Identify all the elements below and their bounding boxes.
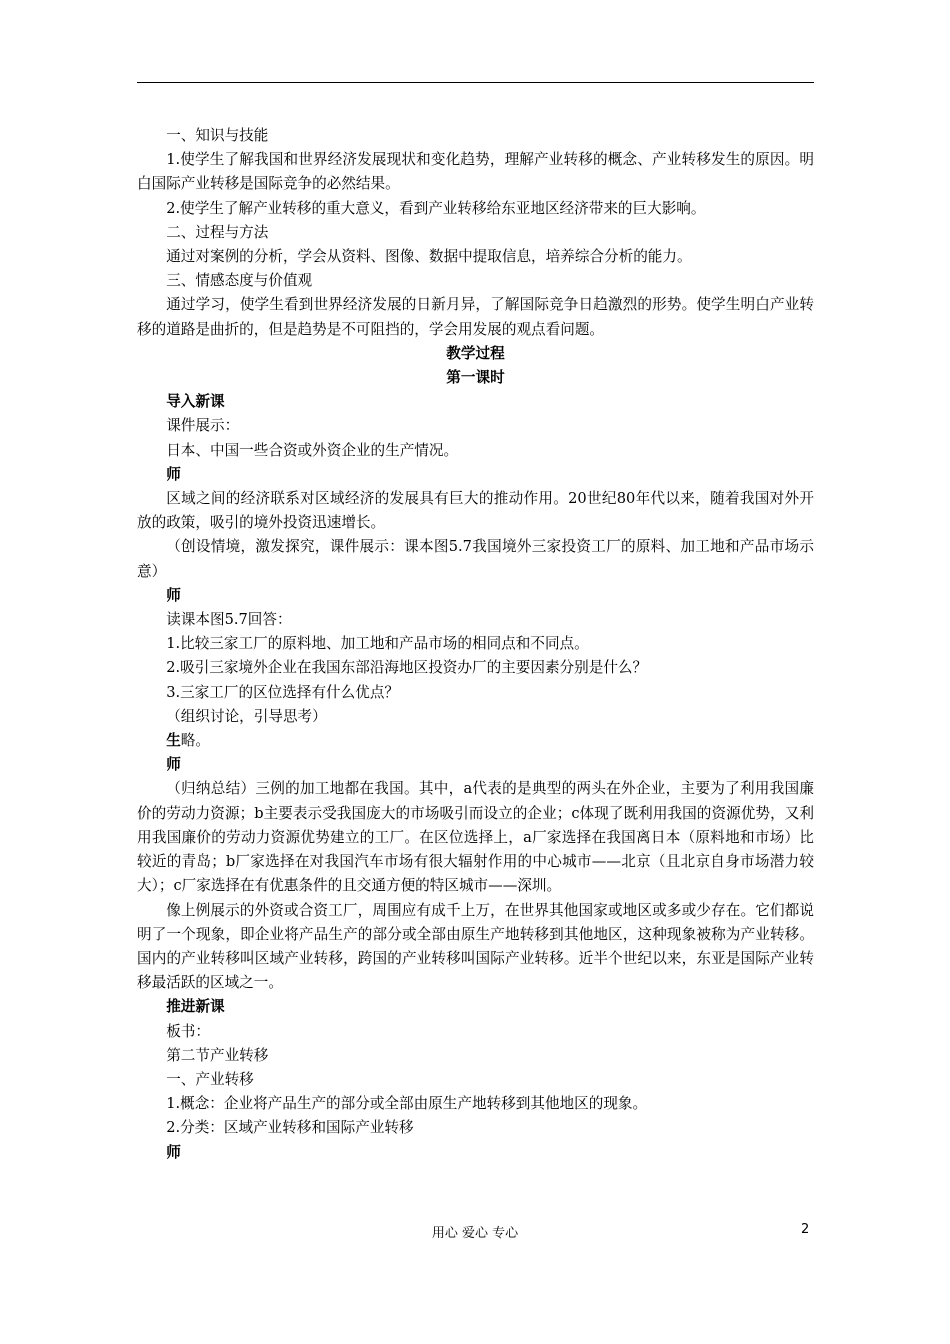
paragraph: 像上例展示的外资或合资工厂，周围应有成千上万，在世界其他国家或地区或多或少存在。它们都说明了一个现象，即企业将产品生产的部分或全部由原生产地转移到其他地区，这种现象被称为产业转移。国内的产业转移叫区域产业转移，跨国的产业转移叫国际产业转移。近半个世纪以来，东亚是国际产业转移最活跃的区域之一。 xyxy=(137,901,814,992)
paragraph: 2.分类：区域产业转移和国际产业转移 xyxy=(166,1119,414,1137)
paragraph: 板书： xyxy=(166,1022,210,1040)
bold-label: 师 xyxy=(166,1143,181,1161)
paragraph: 3.三家工厂的区位选择有什么优点？ xyxy=(166,683,400,701)
header-rule xyxy=(137,82,814,83)
paragraph: （创设情境，激发探究，课件展示：课本图5.7我国境外三家投资工厂的原料、加工地和产品市场示意） xyxy=(137,538,814,580)
paragraph: 1.比较三家工厂的原料地、加工地和产品市场的相同点和不同点。 xyxy=(166,635,589,653)
paragraph: 通过对案例的分析，学会从资料、图像、数据中提取信息，培养综合分析的能力。 xyxy=(166,248,692,266)
paragraph: 一、知识与技能 xyxy=(166,127,269,144)
paragraph: 三、情感态度与价值观 xyxy=(166,272,313,290)
bold-label: 推进新课 xyxy=(166,998,225,1016)
paragraph: 第二节产业转移 xyxy=(166,1046,269,1064)
paragraph: 区域之间的经济联系对区域经济的发展具有巨大的推动作用。20世纪80年代以来，随着我国对外开放的政策，吸引的境外投资迅速增长。 xyxy=(137,490,814,532)
bold-label: 师 xyxy=(166,465,181,483)
bold-label: 导入新课 xyxy=(166,393,225,411)
paragraph: 1.使学生了解我国和世界经济发展现状和变化趋势，理解产业转移的概念、产业转移发生的原因。明白国际产业转移是国际竞争的必然结果。 xyxy=(137,151,814,193)
bold-label: 师 xyxy=(166,586,181,604)
section-heading: 教学过程 xyxy=(446,344,505,362)
paragraph: 通过学习，使学生看到世界经济发展的日新月异，了解国际竞争日趋激烈的形势。使学生明白产业转移的道路是曲折的，但是趋势是不可阻挡的，学会用发展的观点看问题。 xyxy=(137,296,814,338)
paragraph: 1.概念：企业将产品生产的部分或全部由原生产地转移到其他地区的现象。 xyxy=(166,1095,648,1113)
page-number: 2 xyxy=(801,1222,810,1237)
paragraph: 课件展示： xyxy=(166,417,240,435)
paragraph: 一、产业转移 xyxy=(166,1070,254,1088)
paragraph: 二、过程与方法 xyxy=(166,223,269,241)
document-body xyxy=(137,124,814,1165)
paragraph: 生略。 xyxy=(166,732,210,750)
page-footer: 用心 爱心 专心 xyxy=(431,1226,519,1241)
paragraph: （归纳总结）三例的加工地都在我国。其中，a代表的是典型的两头在外企业，主要为了利用我国廉价的劳动力资源；b主要表示受我国庞大的市场吸引而设立的企业；c体现了既利用我国的资源优势，又利用我国廉价的劳动力资源优势建立的工厂。在区位选择上，a厂家选择在我国离日本（原料地和市场）比较近的青岛；b厂家选择在对我国汽车市场有很大辐射作用的中心城市——北京（且北京自身市场潜力较大）；c厂家选择在有优惠条件的且交通方便的特区城市——深圳。 xyxy=(137,780,814,895)
paragraph: （组织讨论，引导思考） xyxy=(166,707,327,725)
paragraph: 2.使学生了解产业转移的重大意义，看到产业转移给东亚地区经济带来的巨大影响。 xyxy=(166,199,706,217)
section-heading: 第一课时 xyxy=(446,369,505,387)
paragraph: 日本、中国一些合资或外资企业的生产情况。 xyxy=(166,441,459,459)
paragraph: 读课本图5.7回答： xyxy=(166,611,292,629)
paragraph: 2.吸引三家境外企业在我国东部沿海地区投资办厂的主要因素分别是什么？ xyxy=(166,659,648,677)
bold-label: 师 xyxy=(166,756,181,774)
